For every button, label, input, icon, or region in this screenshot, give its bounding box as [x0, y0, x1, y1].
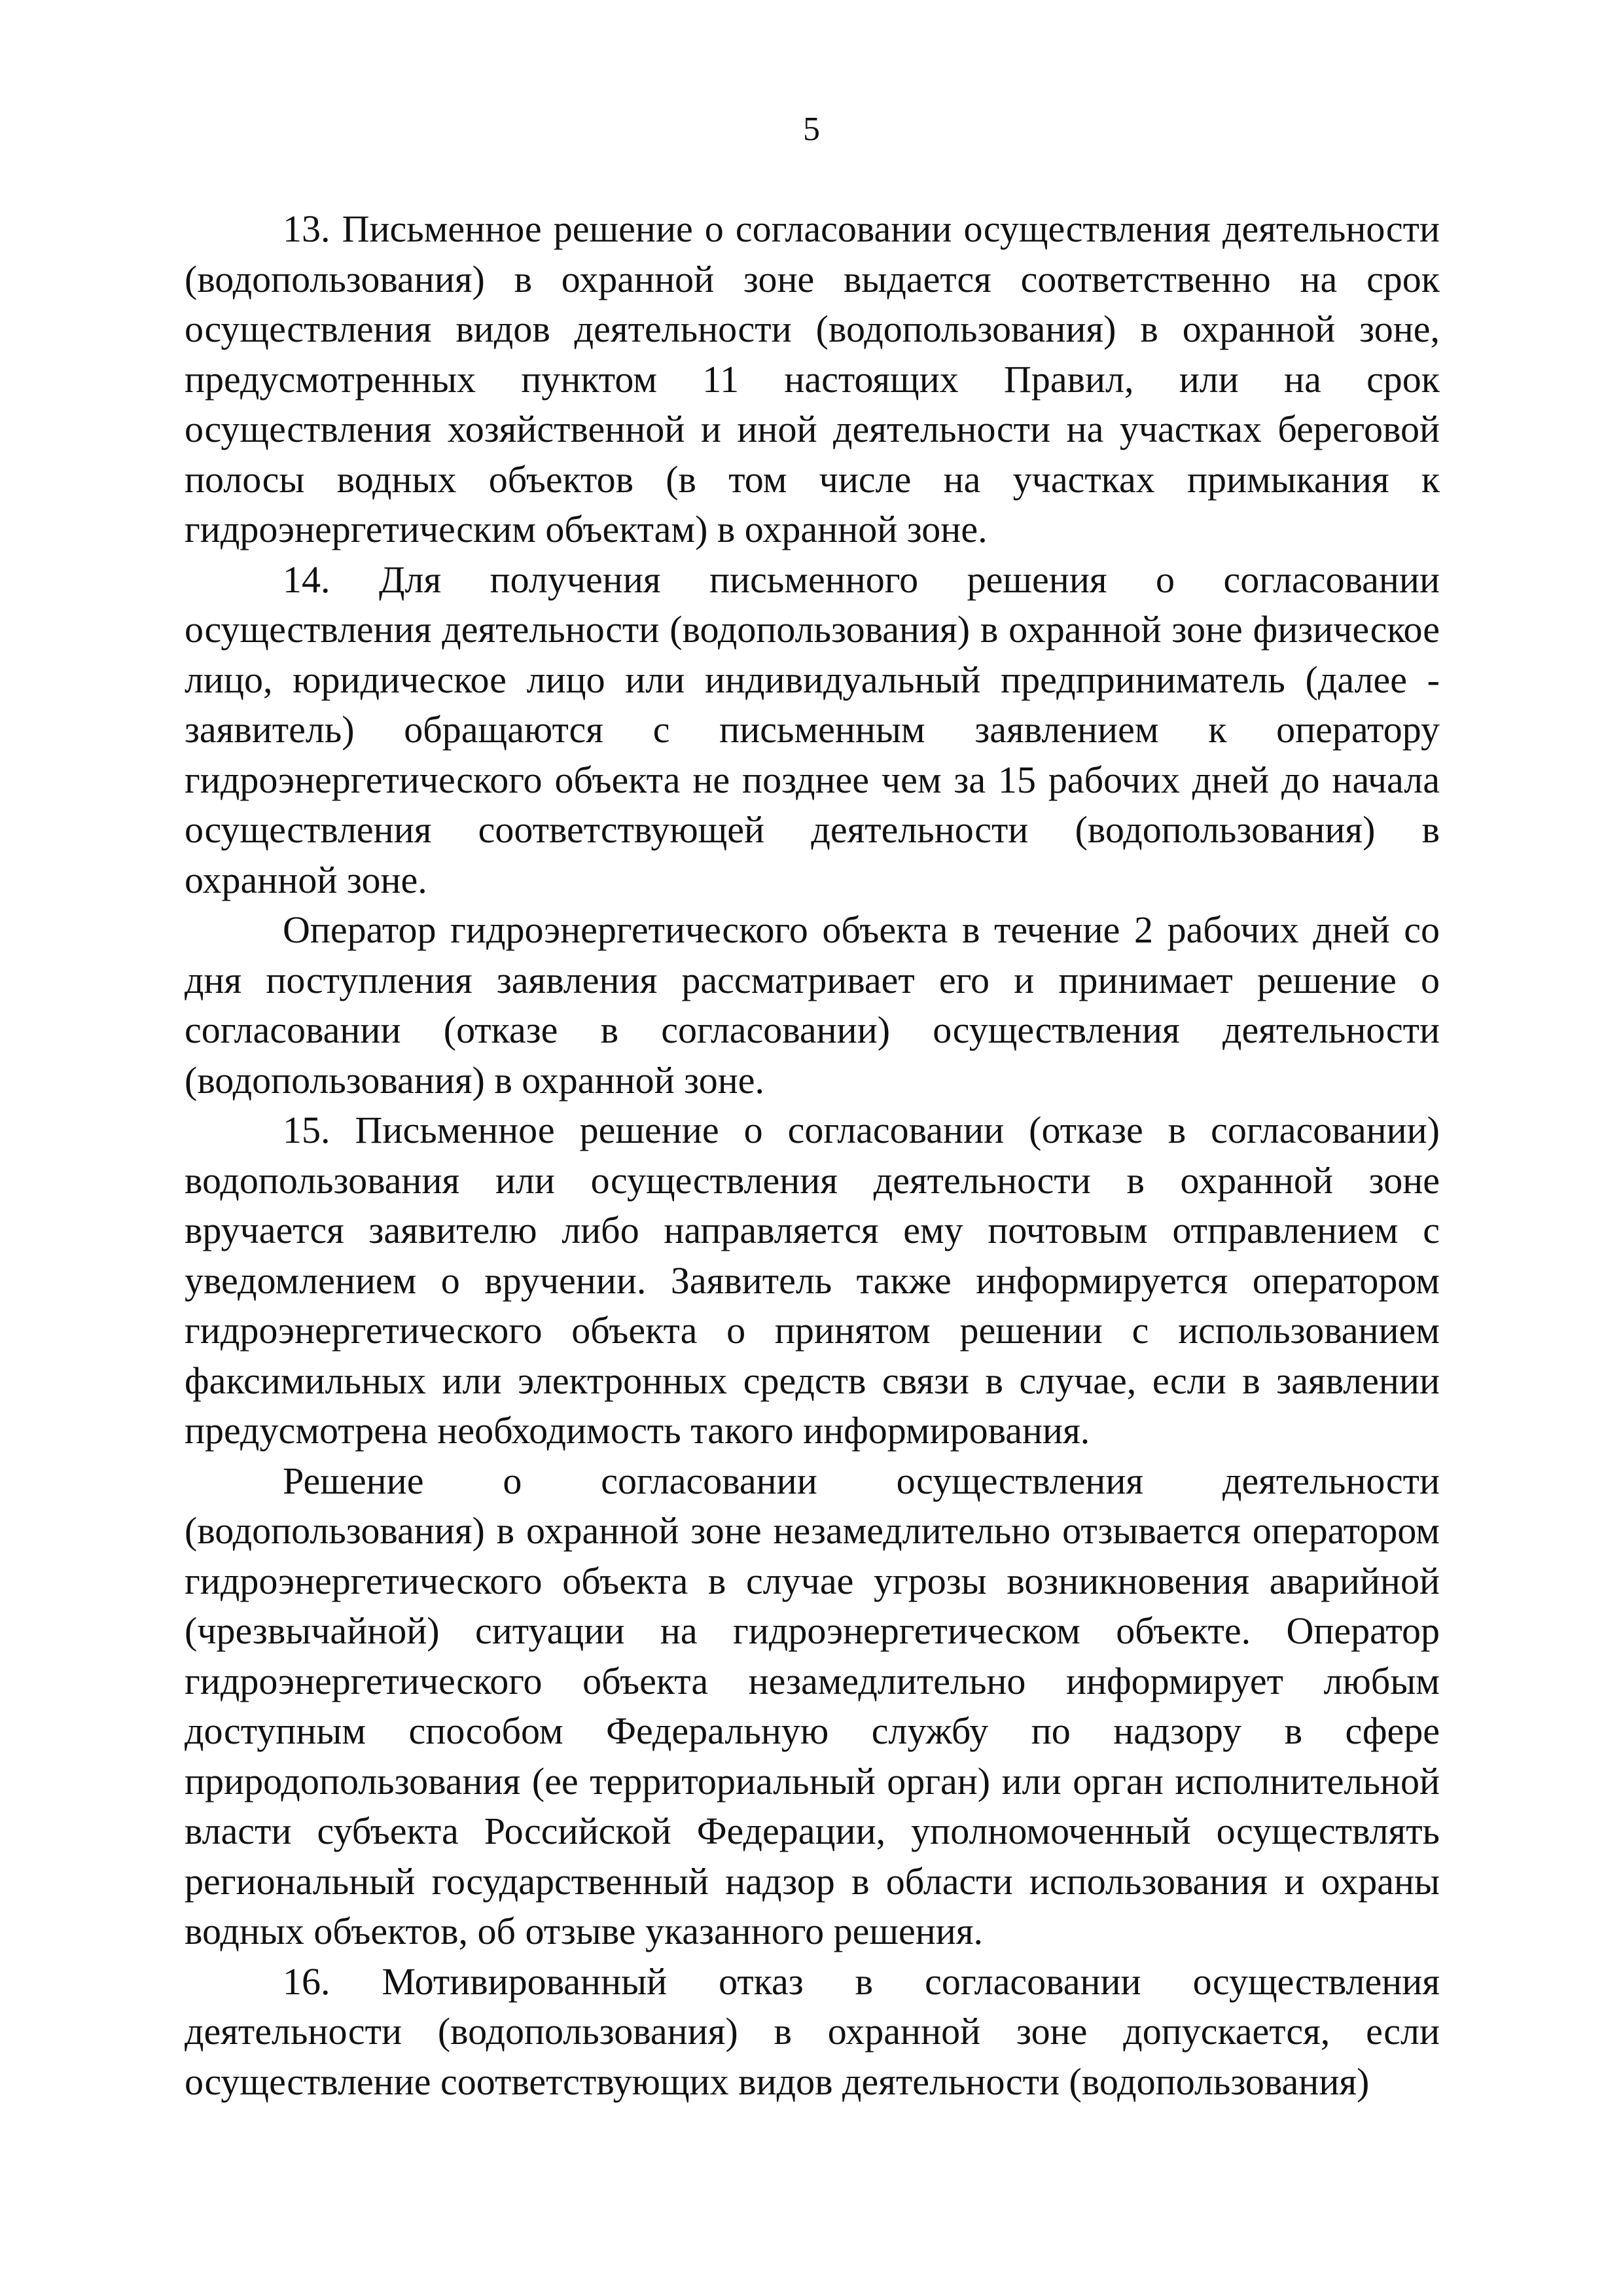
paragraph-14: 14. Для получения письменного решения о согласовании осуществления деятельности (водопользования) в охранной зоне физическое лицо, юридическое лицо или индивидуальный предприниматель (далее - заявитель) обращаются с письменным заявлением к оператору гидроэнергетического объекта не позднее чем за 15 рабочих дней до начала осуществления соответствующей деятельности (водопользования) в охранной зоне. [185, 558, 1440, 901]
paragraph-15: 15. Письменное решение о согласовании (отказе в согласовании) водопользования или осуществления деятельности в охранной зоне вручается заявителю либо направляется ему почтовым отправлением с уведомлением о вручении. Заявитель также информируется оператором гидроэнергетического объекта о принятом решении с использованием факсимильных или электронных средств связи в случае, если в заявлении предусмотрена необходимость такого информирования. [185, 1109, 1440, 1452]
paragraph-14-operator: Оператор гидроэнергетического объекта в течение 2 рабочих дней со дня поступления заявления рассматривает его и принимает решение о согласовании (отказе в согласовании) осуществления деятельности (водопользования) в охранной зоне. [185, 908, 1440, 1102]
page-number: 5 [803, 111, 820, 148]
paragraph-13: 13. Письменное решение о согласовании осуществления деятельности (водопользования) в охранной зоне выдается соответственно на срок осуществления видов деятельности (водопользования) в охранной зоне, предусмотренных пунктом 11 настоящих Правил, или на срок осуществления хозяйственной и иной деятельности на участках береговой полосы водных объектов (в том числе на участках примыкания к гидроэнергетическим объектам) в охранной зоне. [185, 207, 1440, 550]
paragraph-16: 16. Мотивированный отказ в согласовании осуществления деятельности (водопользования) в охранной зоне допускается, если осуществление соответствующих видов деятельности (водопользования) [185, 1960, 1440, 2103]
document-body [185, 204, 1440, 2107]
paragraph-15-revocation: Решение о согласовании осуществления деятельности (водопользования) в охранной зоне незамедлительно отзывается оператором гидроэнергетического объекта в случае угрозы возникновения аварийной (чрезвычайной) ситуации на гидроэнергетическом объекте. Оператор гидроэнергетического объекта незамедлительно информирует любым доступным способом Федеральную службу по надзору в сфере природопользования (ее территориальный орган) или орган исполнительной власти субъекта Российской Федерации, уполномоченный осуществлять региональный государственный надзор в области использования и охраны водных объектов, об отзыве указанного решения. [185, 1459, 1440, 1952]
